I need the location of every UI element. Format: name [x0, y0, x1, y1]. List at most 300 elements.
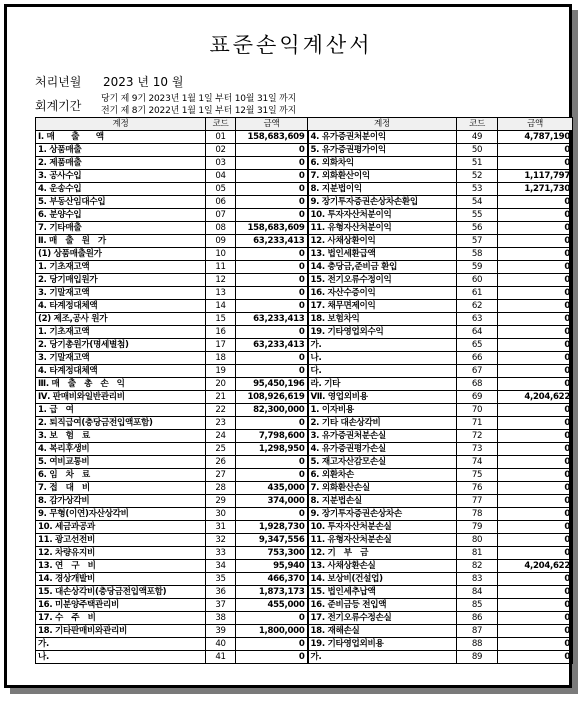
table-row [36, 573, 573, 586]
account-amount-left: 1,873,173 [236, 586, 308, 599]
table-row [36, 222, 573, 235]
table-row [36, 638, 573, 651]
account-amount-left: 7,798,600 [236, 430, 308, 443]
account-code-right: 85 [457, 599, 498, 612]
account-code-left: 17 [206, 339, 236, 352]
account-name-left: 11. 광고선전비 [36, 534, 206, 547]
account-amount-left: 95,940 [236, 560, 308, 573]
account-code-right: 56 [457, 222, 498, 235]
account-amount-right: 0 [498, 612, 573, 625]
table-row [36, 456, 573, 469]
account-amount-right: 0 [498, 456, 573, 469]
account-code-left: 38 [206, 612, 236, 625]
account-name-right: 18. 보험차익 [308, 313, 457, 326]
account-code-right: 84 [457, 586, 498, 599]
account-name-left: 가. [36, 638, 206, 651]
account-name-left: 9. 무형(이연)자산상각비 [36, 508, 206, 521]
account-amount-left: 9,347,556 [236, 534, 308, 547]
header-amount-right: 금액 [498, 118, 573, 131]
account-code-left: 18 [206, 352, 236, 365]
account-amount-right: 0 [498, 352, 573, 365]
account-name-left: 3. 공사수입 [36, 170, 206, 183]
account-amount-right: 0 [498, 261, 573, 274]
account-name-left: 1. 기초재고액 [36, 261, 206, 274]
account-amount-left: 374,000 [236, 495, 308, 508]
account-amount-right: 0 [498, 144, 573, 157]
account-amount-left: 753,300 [236, 547, 308, 560]
account-amount-right: 0 [498, 469, 573, 482]
table-row [36, 339, 573, 352]
table-row [36, 521, 573, 534]
account-amount-left: 1,800,000 [236, 625, 308, 638]
account-code-left: 26 [206, 456, 236, 469]
table-row [36, 430, 573, 443]
table-row [36, 404, 573, 417]
account-code-left: 22 [206, 404, 236, 417]
table-row [36, 560, 573, 573]
account-name-right: 19. 기타영업외비용 [308, 638, 457, 651]
account-name-right: 10. 투자자산처분손실 [308, 521, 457, 534]
account-amount-left: 0 [236, 261, 308, 274]
account-amount-left: 0 [236, 287, 308, 300]
account-code-left: 12 [206, 274, 236, 287]
account-code-left: 23 [206, 417, 236, 430]
income-statement-table [35, 117, 573, 664]
account-name-left: 12. 차량유지비 [36, 547, 206, 560]
account-name-left: 2. 제품매출 [36, 157, 206, 170]
account-name-right: 11. 유형자산처분손실 [308, 534, 457, 547]
account-code-right: 69 [457, 391, 498, 404]
account-code-right: 53 [457, 183, 498, 196]
account-amount-left: 95,450,196 [236, 378, 308, 391]
account-amount-right: 0 [498, 443, 573, 456]
account-amount-left: 0 [236, 157, 308, 170]
account-code-right: 87 [457, 625, 498, 638]
table-row [36, 313, 573, 326]
account-code-left: 11 [206, 261, 236, 274]
account-code-right: 51 [457, 157, 498, 170]
table-row [36, 287, 573, 300]
account-code-left: 04 [206, 170, 236, 183]
account-name-right: 6. 외화차익 [308, 157, 457, 170]
account-amount-left: 466,370 [236, 573, 308, 586]
account-name-left: 2. 당기매입원가 [36, 274, 206, 287]
account-amount-left: 82,300,000 [236, 404, 308, 417]
table-row [36, 326, 573, 339]
account-code-left: 32 [206, 534, 236, 547]
account-name-right: Ⅶ. 영업외비용 [308, 391, 457, 404]
account-code-left: 13 [206, 287, 236, 300]
account-name-left: 14. 경상개발비 [36, 573, 206, 586]
account-amount-right: 0 [498, 404, 573, 417]
account-amount-left: 63,233,413 [236, 339, 308, 352]
table-row [36, 209, 573, 222]
table-row [36, 482, 573, 495]
document-frame [4, 4, 572, 688]
account-name-left: Ⅲ. 매 출 총 손 익 [36, 378, 206, 391]
account-amount-right: 0 [498, 339, 573, 352]
account-name-right: 12. 사채상환이익 [308, 235, 457, 248]
account-code-left: 28 [206, 482, 236, 495]
account-name-right: 8. 지분법손실 [308, 495, 457, 508]
account-code-left: 21 [206, 391, 236, 404]
account-name-left: 15. 대손상각비(충당금전입액포함) [36, 586, 206, 599]
account-amount-right: 0 [498, 196, 573, 209]
account-amount-left: 0 [236, 248, 308, 261]
account-code-left: 10 [206, 248, 236, 261]
table-row [36, 547, 573, 560]
account-name-right: 7. 외화환산이익 [308, 170, 457, 183]
account-name-right: 라. 기타 [308, 378, 457, 391]
header-code-left: 코드 [206, 118, 236, 131]
account-amount-right: 0 [498, 235, 573, 248]
accounting-period-label: 회계기간 [35, 99, 82, 113]
table-row [36, 196, 573, 209]
account-name-right: 16. 자산수증이익 [308, 287, 457, 300]
account-code-right: 50 [457, 144, 498, 157]
account-code-right: 60 [457, 274, 498, 287]
account-amount-right: 0 [498, 326, 573, 339]
account-code-left: 01 [206, 131, 236, 144]
account-name-right: 15. 법인세추납액 [308, 586, 457, 599]
account-amount-left: 435,000 [236, 482, 308, 495]
account-amount-right: 0 [498, 300, 573, 313]
account-amount-right: 1,117,797 [498, 170, 573, 183]
account-name-left: Ⅳ. 판매비와일반관리비 [36, 391, 206, 404]
table-row [36, 248, 573, 261]
account-amount-left: 0 [236, 196, 308, 209]
account-amount-left: 0 [236, 469, 308, 482]
table-row [36, 495, 573, 508]
account-name-right: 4. 유가증권처분이익 [308, 131, 457, 144]
account-amount-right: 0 [498, 586, 573, 599]
table-header-row [36, 118, 573, 131]
account-code-left: 07 [206, 209, 236, 222]
account-name-left: 10. 세금과공과 [36, 521, 206, 534]
table-row [36, 469, 573, 482]
account-code-right: 81 [457, 547, 498, 560]
account-code-left: 37 [206, 599, 236, 612]
account-amount-left: 0 [236, 417, 308, 430]
table-body [36, 131, 573, 664]
account-amount-left: 0 [236, 508, 308, 521]
account-amount-left: 108,926,619 [236, 391, 308, 404]
account-code-right: 89 [457, 651, 498, 664]
account-name-left: 16. 미분양주택관리비 [36, 599, 206, 612]
account-amount-right: 0 [498, 378, 573, 391]
account-code-left: 02 [206, 144, 236, 157]
account-amount-right: 0 [498, 417, 573, 430]
account-amount-left: 0 [236, 144, 308, 157]
header-account-right: 계정 [308, 118, 457, 131]
account-name-left: (1) 상품매출원가 [36, 248, 206, 261]
account-name-left: 3. 기말재고액 [36, 352, 206, 365]
account-amount-right: 0 [498, 508, 573, 521]
account-amount-right: 4,204,622 [498, 560, 573, 573]
account-code-right: 83 [457, 573, 498, 586]
account-code-left: 14 [206, 300, 236, 313]
account-code-left: 36 [206, 586, 236, 599]
account-name-left: 4. 복리후생비 [36, 443, 206, 456]
table-row [36, 508, 573, 521]
account-name-left: 1. 급 여 [36, 404, 206, 417]
account-name-left: 나. [36, 651, 206, 664]
account-name-right: 12. 기 부 금 [308, 547, 457, 560]
account-name-left: Ⅰ. 매 출 액 [36, 131, 206, 144]
account-name-left: 6. 분양수입 [36, 209, 206, 222]
account-code-left: 25 [206, 443, 236, 456]
account-name-left: 7. 접 대 비 [36, 482, 206, 495]
account-code-left: 03 [206, 157, 236, 170]
account-code-right: 65 [457, 339, 498, 352]
document-title: 표준손익계산서 [209, 33, 373, 57]
account-amount-right: 0 [498, 573, 573, 586]
account-name-left: 18. 기타판매비와관리비 [36, 625, 206, 638]
account-name-right: 2. 기타 대손상각비 [308, 417, 457, 430]
account-name-right: 15. 전기오류수정이익 [308, 274, 457, 287]
account-code-right: 82 [457, 560, 498, 573]
account-name-left: 7. 기타매출 [36, 222, 206, 235]
account-amount-left: 0 [236, 651, 308, 664]
table-row [36, 144, 573, 157]
account-name-right: 5. 재고자산감모손실 [308, 456, 457, 469]
account-code-right: 64 [457, 326, 498, 339]
account-name-right: 5. 유가증권평가이익 [308, 144, 457, 157]
account-amount-left: 455,000 [236, 599, 308, 612]
account-amount-right: 0 [498, 599, 573, 612]
account-code-left: 20 [206, 378, 236, 391]
account-amount-right: 0 [498, 222, 573, 235]
account-code-left: 15 [206, 313, 236, 326]
account-amount-left: 0 [236, 183, 308, 196]
account-code-left: 41 [206, 651, 236, 664]
account-amount-left: 1,928,730 [236, 521, 308, 534]
account-name-right: 1. 이자비용 [308, 404, 457, 417]
table-row [36, 534, 573, 547]
account-name-right: 7. 외화환산손실 [308, 482, 457, 495]
account-code-right: 59 [457, 261, 498, 274]
account-code-right: 74 [457, 456, 498, 469]
table-row [36, 157, 573, 170]
table-row [36, 274, 573, 287]
account-name-left: 5. 부동산임대수입 [36, 196, 206, 209]
account-code-right: 68 [457, 378, 498, 391]
account-code-left: 09 [206, 235, 236, 248]
account-amount-right: 0 [498, 651, 573, 664]
account-code-right: 77 [457, 495, 498, 508]
account-amount-right: 0 [498, 157, 573, 170]
account-amount-right: 0 [498, 430, 573, 443]
account-name-right: 9. 장기투자증권손상차손환입 [308, 196, 457, 209]
account-amount-left: 63,233,413 [236, 235, 308, 248]
account-name-left: 1. 상품매출 [36, 144, 206, 157]
account-code-left: 40 [206, 638, 236, 651]
account-code-right: 80 [457, 534, 498, 547]
account-code-right: 54 [457, 196, 498, 209]
account-code-right: 49 [457, 131, 498, 144]
table-row [36, 586, 573, 599]
header-amount-left: 금액 [236, 118, 308, 131]
account-amount-right: 0 [498, 547, 573, 560]
account-name-right: 14. 충당금,준비금 환입 [308, 261, 457, 274]
account-code-right: 88 [457, 638, 498, 651]
account-amount-right: 0 [498, 287, 573, 300]
table-row [36, 365, 573, 378]
account-code-right: 76 [457, 482, 498, 495]
account-name-left: 3. 보 험 료 [36, 430, 206, 443]
account-name-right: 나. [308, 352, 457, 365]
account-name-left: Ⅱ. 매 출 원 가 [36, 235, 206, 248]
account-name-right: 3. 유가증권처분손실 [308, 430, 457, 443]
account-name-left: 5. 여비교통비 [36, 456, 206, 469]
account-amount-right: 0 [498, 248, 573, 261]
account-code-left: 33 [206, 547, 236, 560]
account-name-right: 14. 보상비(건설업) [308, 573, 457, 586]
previous-period-text: 전기 제 8기 2022년 1월 1일 부터 12월 31일 까지 [101, 106, 297, 116]
table-row [36, 651, 573, 664]
account-name-left: 4. 운송수입 [36, 183, 206, 196]
account-amount-left: 0 [236, 638, 308, 651]
account-code-right: 58 [457, 248, 498, 261]
account-code-left: 30 [206, 508, 236, 521]
account-name-left: 17. 수 주 비 [36, 612, 206, 625]
account-name-right: 13. 사채상환손실 [308, 560, 457, 573]
table-row [36, 417, 573, 430]
account-amount-left: 158,683,609 [236, 131, 308, 144]
account-code-right: 66 [457, 352, 498, 365]
account-code-left: 31 [206, 521, 236, 534]
account-code-left: 06 [206, 196, 236, 209]
account-name-left: 4. 타계정대체액 [36, 365, 206, 378]
account-amount-right: 4,204,622 [498, 391, 573, 404]
account-amount-right: 1,271,730 [498, 183, 573, 196]
account-amount-left: 0 [236, 456, 308, 469]
account-code-right: 63 [457, 313, 498, 326]
account-amount-right: 0 [498, 534, 573, 547]
account-name-right: 가. [308, 651, 457, 664]
account-code-right: 62 [457, 300, 498, 313]
account-amount-right: 0 [498, 625, 573, 638]
account-name-right: 17. 채무면제이익 [308, 300, 457, 313]
account-code-left: 16 [206, 326, 236, 339]
account-code-right: 61 [457, 287, 498, 300]
current-period-text: 당기 제 9기 2023년 1월 1일 부터 10월 31일 까지 [101, 94, 297, 104]
account-amount-right: 0 [498, 365, 573, 378]
table-row [36, 599, 573, 612]
account-amount-right: 0 [498, 495, 573, 508]
account-name-right: 16. 준비금등 전입액 [308, 599, 457, 612]
account-code-right: 57 [457, 235, 498, 248]
account-amount-right: 0 [498, 209, 573, 222]
account-amount-right: 0 [498, 313, 573, 326]
period-value: 2023 년 10 월 [103, 75, 184, 89]
frame-shadow-bottom [10, 688, 578, 694]
account-name-right: 9. 장기투자증권손상차손 [308, 508, 457, 521]
account-name-right: 10. 투자자산처분이익 [308, 209, 457, 222]
account-amount-left: 0 [236, 326, 308, 339]
account-code-left: 08 [206, 222, 236, 235]
account-amount-left: 0 [236, 209, 308, 222]
table-row [36, 625, 573, 638]
table-row [36, 352, 573, 365]
account-amount-right: 0 [498, 274, 573, 287]
account-amount-left: 0 [236, 274, 308, 287]
account-amount-right: 0 [498, 638, 573, 651]
header-account-left: 계정 [36, 118, 206, 131]
table-row [36, 378, 573, 391]
account-name-right: 다. [308, 365, 457, 378]
account-amount-left: 63,233,413 [236, 313, 308, 326]
account-amount-left: 158,683,609 [236, 222, 308, 235]
account-amount-left: 0 [236, 300, 308, 313]
table-row [36, 183, 573, 196]
account-code-left: 24 [206, 430, 236, 443]
account-name-left: 2. 당기총원가(명세별첨) [36, 339, 206, 352]
account-code-left: 29 [206, 495, 236, 508]
account-amount-left: 1,298,950 [236, 443, 308, 456]
account-name-right: 17. 전기오류수정손실 [308, 612, 457, 625]
account-amount-right: 0 [498, 521, 573, 534]
table-row [36, 170, 573, 183]
account-name-right: 13. 법인세환급액 [308, 248, 457, 261]
table-row [36, 261, 573, 274]
account-code-right: 86 [457, 612, 498, 625]
account-code-right: 55 [457, 209, 498, 222]
account-code-left: 27 [206, 469, 236, 482]
account-name-right: 가. [308, 339, 457, 352]
account-name-left: 4. 타계정대체액 [36, 300, 206, 313]
account-amount-right: 4,787,190 [498, 131, 573, 144]
table-row [36, 235, 573, 248]
header-code-right: 코드 [457, 118, 498, 131]
account-code-right: 70 [457, 404, 498, 417]
table-row [36, 131, 573, 144]
account-name-right: 4. 유가증권평가손실 [308, 443, 457, 456]
account-name-left: 3. 기말재고액 [36, 287, 206, 300]
account-code-left: 35 [206, 573, 236, 586]
account-amount-left: 0 [236, 612, 308, 625]
account-name-right: 6. 외환차손 [308, 469, 457, 482]
account-code-right: 67 [457, 365, 498, 378]
account-code-right: 78 [457, 508, 498, 521]
period-label: 처리년월 [35, 75, 82, 89]
table-row [36, 612, 573, 625]
account-code-right: 73 [457, 443, 498, 456]
account-name-right: 8. 지분법이익 [308, 183, 457, 196]
account-code-right: 79 [457, 521, 498, 534]
table-row [36, 300, 573, 313]
account-code-left: 19 [206, 365, 236, 378]
table-row [36, 443, 573, 456]
account-name-left: 13. 연 구 비 [36, 560, 206, 573]
account-amount-left: 0 [236, 170, 308, 183]
table-row [36, 391, 573, 404]
account-name-left: 2. 퇴직급여(충당금전입액포함) [36, 417, 206, 430]
account-name-left: (2) 제조,공사 원가 [36, 313, 206, 326]
account-name-right: 18. 재해손실 [308, 625, 457, 638]
account-name-right: 11. 유형자산처분이익 [308, 222, 457, 235]
account-code-right: 52 [457, 170, 498, 183]
account-name-left: 8. 감가상각비 [36, 495, 206, 508]
account-amount-left: 0 [236, 365, 308, 378]
account-code-left: 34 [206, 560, 236, 573]
account-code-right: 72 [457, 430, 498, 443]
account-code-left: 39 [206, 625, 236, 638]
account-amount-right: 0 [498, 482, 573, 495]
account-amount-left: 0 [236, 352, 308, 365]
account-code-left: 05 [206, 183, 236, 196]
account-name-left: 1. 기초재고액 [36, 326, 206, 339]
